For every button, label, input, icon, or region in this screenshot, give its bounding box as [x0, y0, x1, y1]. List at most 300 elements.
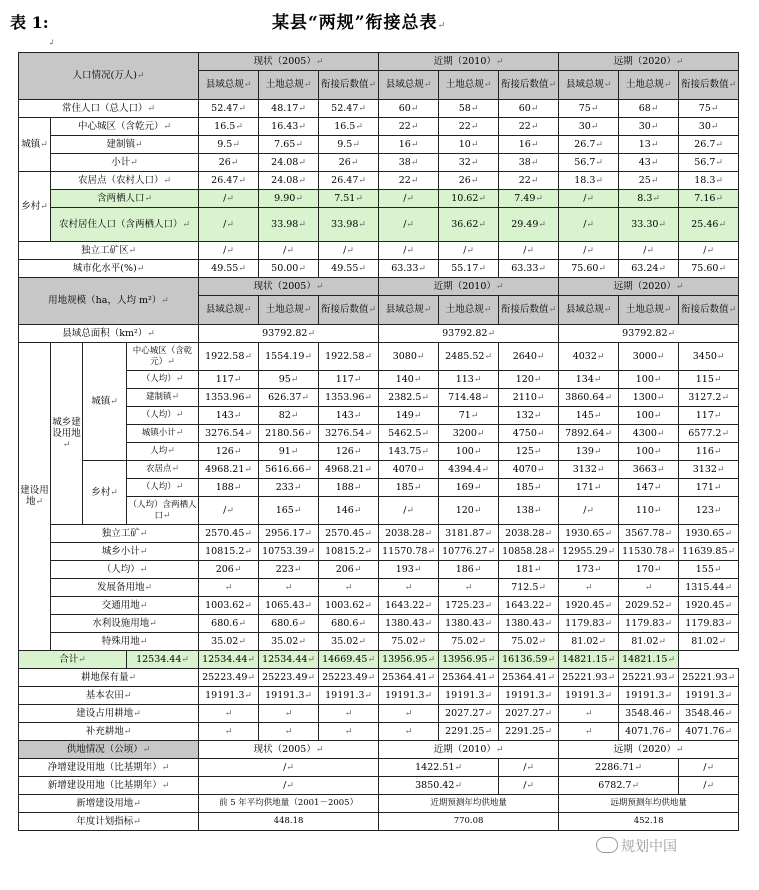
cell-text: 36.62: [451, 218, 479, 230]
cell-end-mark: ↵: [727, 672, 736, 683]
cell-text: 143: [215, 409, 234, 421]
cell-end-mark: ↵: [238, 636, 246, 647]
cell-end-mark: ↵: [232, 139, 240, 150]
value-cell: [499, 543, 559, 561]
value-cell: [559, 525, 619, 543]
subcol-header: [559, 296, 619, 325]
cell-end-mark: ↵: [710, 121, 719, 132]
cell-end-mark: ↵: [718, 636, 726, 647]
value-cell: [379, 325, 559, 343]
cell-end-mark: ↵: [128, 245, 137, 256]
cell-end-mark: ↵: [290, 374, 299, 385]
value-cell: [199, 633, 259, 651]
cell-end-mark: ↵: [603, 80, 612, 90]
value-cell: [619, 242, 679, 260]
cell-end-mark: ↵: [238, 175, 246, 186]
cell-text: 5462.5: [388, 427, 422, 439]
period-header: [199, 278, 379, 296]
cell-text: /: [583, 244, 587, 256]
subcol-header: [439, 71, 499, 100]
cell-end-mark: ↵: [526, 762, 534, 773]
cell-end-mark: ↵: [478, 263, 486, 274]
cell-end-mark: ↵: [353, 482, 362, 493]
table-row: [19, 389, 739, 407]
cell-end-mark: ↵: [544, 528, 552, 539]
value-cell: [439, 651, 499, 669]
value-cell: [619, 371, 679, 389]
cell-end-mark: ↵: [470, 121, 479, 132]
row-label: [19, 242, 199, 260]
cell-text: 22: [518, 120, 531, 132]
value-cell: [199, 795, 379, 813]
cell-text: 1380.43: [505, 617, 545, 629]
cell-text: 2027.27: [505, 707, 545, 719]
cell-text: 9.5: [337, 138, 353, 150]
value-cell: [679, 343, 739, 371]
cell-end-mark: ↵: [487, 546, 495, 557]
cell-end-mark: ↵: [421, 446, 429, 457]
cell-text: 120: [515, 373, 534, 385]
value-cell: [619, 615, 679, 633]
value-cell: [259, 118, 319, 136]
cell-end-mark: ↵: [713, 564, 722, 575]
value-cell: [619, 633, 679, 651]
cell-text: 26.47: [211, 174, 239, 186]
cell-text: 30: [698, 120, 711, 132]
value-cell: [679, 100, 739, 118]
cell-text: 城镇小计: [141, 428, 176, 438]
table-row: [19, 561, 739, 579]
value-cell: [259, 525, 319, 543]
cell-text: 1179.83: [625, 617, 665, 629]
cell-end-mark: ↵: [454, 762, 462, 773]
cell-text: 110: [635, 504, 654, 516]
value-cell: [199, 723, 259, 741]
table-row: [19, 543, 739, 561]
cell-end-mark: ↵: [290, 446, 299, 457]
row-label: [127, 497, 199, 525]
cell-text: 3450: [692, 350, 717, 362]
cell-end-mark: ↵: [727, 546, 736, 557]
cell-end-mark: ↵: [484, 351, 492, 362]
cell-end-mark: ↵: [406, 219, 414, 230]
cell-end-mark: ↵: [473, 505, 482, 516]
cell-text: /: [703, 761, 707, 773]
cell-end-mark: ↵: [664, 600, 673, 611]
cell-end-mark: ↵: [715, 157, 723, 168]
cell-text: （人均）: [141, 410, 176, 420]
cell-end-mark: ↵: [406, 245, 414, 256]
cell-text: 现状（2005）: [253, 55, 316, 67]
value-cell: [559, 208, 619, 242]
cell-text: 3181.87: [445, 527, 485, 539]
cell-end-mark: ↵: [653, 446, 662, 457]
row-label: [127, 371, 199, 389]
cell-end-mark: ↵: [233, 482, 242, 493]
cell-text: 100: [635, 409, 654, 421]
cell-end-mark: ↵: [406, 193, 414, 204]
cell-text: 2027.27: [445, 707, 485, 719]
cell-text: 43: [638, 156, 651, 168]
value-cell: [319, 154, 379, 172]
value-cell: [439, 479, 499, 497]
cell-text: 52.47: [331, 102, 359, 114]
value-cell: [439, 543, 499, 561]
cell-end-mark: ↵: [547, 654, 556, 665]
value-cell: [199, 705, 259, 723]
value-cell: [619, 705, 679, 723]
cell-end-mark: ↵: [538, 582, 546, 593]
value-cell: [559, 651, 619, 669]
cell-text: 2485.52: [445, 350, 485, 362]
value-cell: [499, 525, 559, 543]
cell-end-mark: ↵: [586, 505, 594, 516]
cell-text: /: [523, 244, 527, 256]
subcol-header: [559, 71, 619, 100]
cell-text: 1930.65: [565, 527, 605, 539]
cell-text: 448.18: [273, 816, 304, 826]
cell-text: 4071.76: [685, 725, 725, 737]
cell-end-mark: ↵: [495, 744, 504, 755]
value-cell: [379, 597, 439, 615]
cell-text: 12534.44: [262, 653, 308, 665]
cell-end-mark: ↵: [307, 654, 315, 665]
cell-end-mark: ↵: [604, 528, 613, 539]
value-cell: [379, 705, 439, 723]
cell-end-mark: ↵: [484, 708, 492, 719]
value-cell: [679, 561, 739, 579]
cell-end-mark: ↵: [161, 780, 170, 791]
cell-end-mark: ↵: [533, 374, 542, 385]
cell-text: 38: [398, 156, 411, 168]
cell-end-mark: ↵: [724, 708, 733, 719]
value-cell: [439, 723, 499, 741]
cell-end-mark: ↵: [182, 219, 191, 230]
cell-end-mark: ↵: [364, 428, 372, 439]
cell-end-mark: ↵: [147, 328, 155, 339]
cell-end-mark: ↵: [304, 428, 312, 439]
cell-end-mark: ↵: [470, 103, 479, 114]
cell-end-mark: ↵: [675, 281, 684, 292]
value-cell: [559, 669, 619, 687]
cell-text: 4394.4: [448, 463, 482, 475]
watermark: [596, 836, 677, 856]
cell-text: 5616.66: [265, 463, 305, 475]
cell-end-mark: ↵: [533, 505, 542, 516]
value-cell: [619, 260, 679, 278]
cell-end-mark: ↵: [235, 121, 243, 132]
row-label: [19, 795, 199, 813]
cell-end-mark: ↵: [136, 71, 145, 81]
value-cell: [379, 543, 439, 561]
cell-text: 25.46: [691, 218, 719, 230]
value-cell: [379, 759, 499, 777]
cell-end-mark: ↵: [423, 80, 432, 90]
cell-end-mark: ↵: [307, 672, 315, 683]
cell-text: 81.02: [571, 635, 599, 647]
cell-text: 16: [518, 138, 531, 150]
cell-text: 117: [215, 373, 234, 385]
cell-text: 19191.3: [685, 689, 725, 701]
cell-end-mark: ↵: [473, 564, 482, 575]
value-cell: [379, 260, 439, 278]
cell-text: 10753.39: [262, 545, 308, 557]
value-cell: [679, 118, 739, 136]
row-label: [51, 543, 199, 561]
value-cell: [499, 479, 559, 497]
value-cell: [199, 260, 259, 278]
cell-end-mark: ↵: [721, 428, 729, 439]
cell-text: 626.37: [268, 391, 302, 403]
cell-text: 188: [335, 481, 354, 493]
cell-text: 75: [698, 102, 711, 114]
value-cell: [679, 777, 739, 795]
cell-text: 1930.65: [685, 527, 725, 539]
cell-text: 49.55: [331, 262, 359, 274]
cell-end-mark: ↵: [421, 392, 429, 403]
cell-text: 68: [638, 102, 651, 114]
cell-end-mark: ↵: [658, 263, 666, 274]
cell-end-mark: ↵: [358, 175, 366, 186]
cell-end-mark: ↵: [631, 780, 639, 791]
value-cell: [319, 497, 379, 525]
cell-end-mark: ↵: [713, 374, 722, 385]
value-cell: [259, 100, 319, 118]
value-cell: [319, 425, 379, 443]
cell-text: 56.7: [574, 156, 596, 168]
cell-end-mark: ↵: [410, 157, 419, 168]
cell-text: 139: [575, 445, 594, 457]
cell-end-mark: ↵: [596, 464, 605, 475]
cell-end-mark: ↵: [530, 121, 539, 132]
value-cell: [499, 723, 559, 741]
cell-text: 19191.3: [205, 689, 245, 701]
value-cell: [439, 172, 499, 190]
cell-end-mark: ↵: [593, 564, 602, 575]
cell-end-mark: ↵: [603, 305, 612, 315]
cell-end-mark: ↵: [593, 446, 602, 457]
value-cell: [259, 723, 319, 741]
value-cell: [679, 759, 739, 777]
cell-text: 7892.64: [565, 427, 605, 439]
value-cell: [259, 461, 319, 479]
cell-end-mark: ↵: [163, 175, 172, 186]
cell-text: 93792.82: [262, 327, 308, 339]
cell-text: 117: [335, 373, 354, 385]
subcol-header: [319, 296, 379, 325]
value-cell: [199, 136, 259, 154]
cell-text: 33.98: [331, 218, 359, 230]
value-cell: [559, 389, 619, 407]
cell-end-mark: ↵: [181, 654, 189, 665]
cell-text: 24.08: [271, 174, 299, 186]
cell-text: 171: [695, 481, 714, 493]
cell-end-mark: ↵: [286, 762, 294, 773]
cell-end-mark: ↵: [243, 305, 252, 315]
cell-end-mark: ↵: [646, 245, 654, 256]
cell-text: 22: [398, 120, 411, 132]
subcol-header: [319, 71, 379, 100]
cell-text: 33.30: [631, 218, 659, 230]
value-cell: [619, 208, 679, 242]
value-cell: [499, 389, 559, 407]
cell-text: 52.47: [211, 102, 239, 114]
cell-text: /: [643, 244, 647, 256]
period-header: [379, 53, 559, 71]
cell-end-mark: ↵: [163, 121, 172, 132]
value-cell: [259, 407, 319, 425]
cell-text: 1065.43: [265, 599, 305, 611]
cell-text: 12534.44: [202, 653, 248, 665]
group-label: [51, 343, 83, 525]
cell-end-mark: ↵: [35, 497, 44, 507]
cell-end-mark: ↵: [544, 600, 552, 611]
row-label: [51, 208, 199, 242]
cell-text: 1554.19: [265, 350, 305, 362]
subcol-header: [199, 71, 259, 100]
table-row: [19, 461, 739, 479]
cell-text: 县域总面积（km²）: [62, 327, 148, 339]
cell-text: /: [283, 779, 287, 791]
cell-text: 25364.41: [442, 671, 488, 683]
value-cell: [559, 687, 619, 705]
cell-end-mark: ↵: [548, 80, 557, 90]
value-cell: [679, 389, 739, 407]
value-cell: [439, 260, 499, 278]
cell-text: 1179.83: [685, 617, 725, 629]
cell-end-mark: ↵: [544, 690, 552, 701]
cell-end-mark: ↵: [544, 618, 552, 629]
cell-end-mark: ↵: [167, 356, 175, 367]
period-header: [199, 53, 379, 71]
table-number-label: 表 1:: [10, 13, 49, 32]
cell-text: 19191.3: [565, 689, 605, 701]
cell-text: 县域总规: [385, 304, 424, 315]
table-row: [19, 615, 739, 633]
cell-end-mark: ↵: [470, 139, 479, 150]
cell-end-mark: ↵: [421, 428, 429, 439]
cell-text: 2382.5: [388, 391, 422, 403]
cell-text: 123: [695, 504, 714, 516]
cell-end-mark: ↵: [233, 564, 242, 575]
cell-text: 125: [515, 445, 534, 457]
cell-text: 1003.62: [205, 599, 245, 611]
cell-text: 223: [275, 563, 294, 575]
cell-text: 113: [455, 373, 474, 385]
row-label: [127, 407, 199, 425]
value-cell: [499, 172, 559, 190]
value-cell: [439, 443, 499, 461]
cell-text: 18.3: [574, 174, 596, 186]
cell-end-mark: ↵: [656, 464, 665, 475]
cell-end-mark: ↵: [706, 245, 714, 256]
value-cell: [619, 425, 679, 443]
cell-text: 1922.58: [325, 350, 365, 362]
cell-end-mark: ↵: [590, 121, 599, 132]
cell-end-mark: ↵: [427, 672, 435, 683]
cell-end-mark: ↵: [715, 139, 723, 150]
value-cell: [379, 136, 439, 154]
cell-text: 人均: [150, 446, 168, 456]
cell-text: /: [403, 218, 407, 230]
cell-text: 前 5 年平均供地量（2001－2005）: [219, 798, 359, 808]
cell-text: 95: [278, 373, 291, 385]
cell-end-mark: ↵: [149, 618, 157, 629]
cell-text: 38: [518, 156, 531, 168]
cell-text: 22: [398, 174, 411, 186]
cell-end-mark: ↵: [675, 56, 684, 67]
cell-end-mark: ↵: [423, 305, 432, 315]
value-cell: [439, 461, 499, 479]
cell-end-mark: ↵: [364, 392, 372, 403]
cell-end-mark: ↵: [530, 103, 539, 114]
cell-end-mark: ↵: [110, 487, 118, 498]
value-cell: [379, 687, 439, 705]
value-cell: [439, 615, 499, 633]
cell-end-mark: ↵: [62, 439, 71, 450]
cell-end-mark: ↵: [713, 410, 722, 421]
cell-end-mark: ↵: [364, 528, 372, 539]
cell-text: /: [703, 779, 707, 791]
value-cell: [679, 525, 739, 543]
cell-text: 126: [335, 445, 354, 457]
table-row: [19, 154, 739, 172]
table-row: [19, 813, 739, 831]
cell-text: 16: [398, 138, 411, 150]
value-cell: [679, 208, 739, 242]
cell-text: 乡村: [91, 486, 111, 498]
cell-end-mark: ↵: [607, 672, 616, 683]
cell-text: /: [223, 244, 227, 256]
cell-text: 3860.64: [565, 391, 605, 403]
value-cell: [559, 343, 619, 371]
cell-end-mark: ↵: [364, 600, 372, 611]
cell-text: 2956.17: [265, 527, 305, 539]
table-title-text: 某县“两规”衔接总表: [272, 13, 438, 33]
value-cell: [499, 615, 559, 633]
table-row: [19, 208, 739, 242]
cell-end-mark: ↵: [644, 582, 653, 593]
cell-text: 3000: [632, 350, 657, 362]
table-row: [19, 759, 739, 777]
cell-end-mark: ↵: [663, 305, 672, 315]
cell-text: 1922.58: [205, 350, 245, 362]
value-cell: [499, 260, 559, 278]
value-cell: [499, 154, 559, 172]
cell-end-mark: ↵: [358, 103, 366, 114]
table-row: [19, 597, 739, 615]
table-row: [19, 651, 739, 669]
cell-end-mark: ↵: [175, 374, 184, 384]
value-cell: [259, 561, 319, 579]
cell-text: 衔接后数值: [321, 304, 369, 315]
cell-text: 衔接后数值: [681, 79, 729, 90]
cell-text: 16.5: [334, 120, 356, 132]
cell-end-mark: ↵: [171, 464, 180, 474]
cell-end-mark: ↵: [652, 193, 660, 204]
cell-end-mark: ↵: [653, 374, 662, 385]
value-cell: [259, 389, 319, 407]
cell-text: 1179.83: [565, 617, 605, 629]
row-label: [51, 561, 199, 579]
value-cell: [379, 633, 439, 651]
value-cell: [199, 242, 259, 260]
cell-end-mark: ↵: [238, 103, 246, 114]
cell-end-mark: ↵: [713, 446, 722, 457]
cell-text: 1380.43: [385, 617, 425, 629]
cell-text: 1300: [632, 391, 657, 403]
cell-text: 3132: [572, 463, 597, 475]
